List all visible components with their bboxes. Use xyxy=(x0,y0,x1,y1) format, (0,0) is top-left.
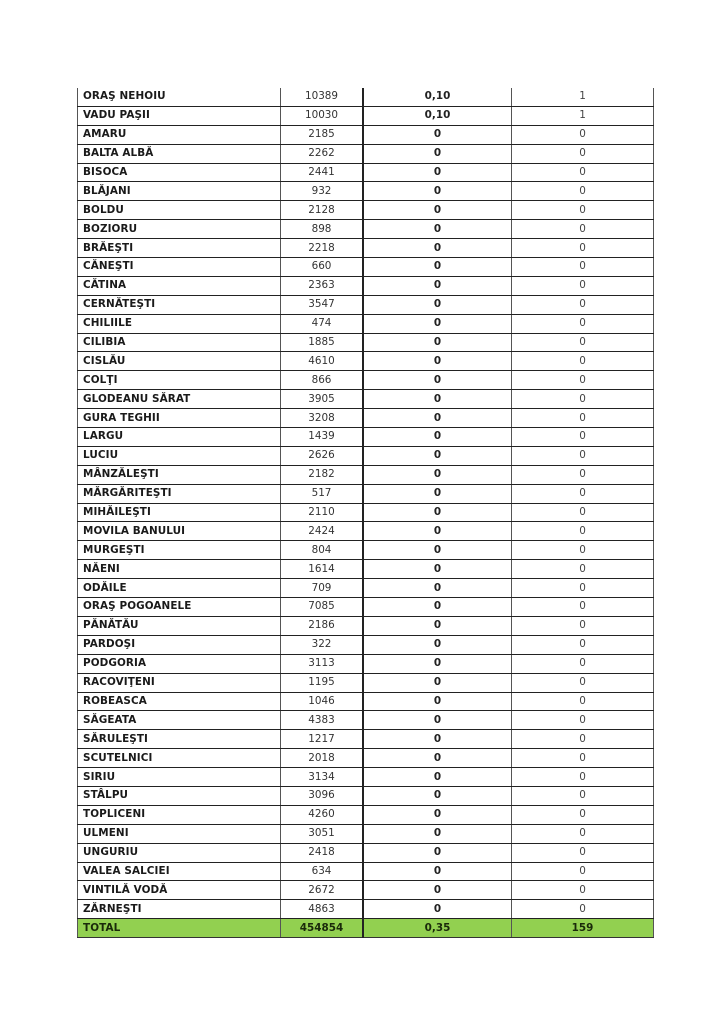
cases-cell: 0 xyxy=(512,654,654,673)
incidence-rate-cell: 0 xyxy=(363,541,512,560)
population-cell: 932 xyxy=(281,182,364,201)
incidence-rate-cell: 0 xyxy=(363,560,512,579)
population-cell: 322 xyxy=(281,635,364,654)
locality-name-cell: CISLĂU xyxy=(78,352,281,371)
incidence-rate-cell: 0 xyxy=(363,824,512,843)
population-cell: 709 xyxy=(281,579,364,598)
cases-cell: 0 xyxy=(512,409,654,428)
population-cell: 2363 xyxy=(281,276,364,295)
incidence-rate-cell: 0 xyxy=(363,616,512,635)
table-row xyxy=(78,314,654,333)
locality-name-cell: TOPLICENI xyxy=(78,805,281,824)
table-row xyxy=(78,333,654,352)
incidence-rate-cell: 0 xyxy=(363,484,512,503)
incidence-rate-cell: 0 xyxy=(363,276,512,295)
table-row xyxy=(78,522,654,541)
incidence-rate-cell: 0 xyxy=(363,446,512,465)
incidence-rate-cell: 0 xyxy=(363,144,512,163)
locality-name-cell: ULMENI xyxy=(78,824,281,843)
population-cell: 3547 xyxy=(281,295,364,314)
incidence-rate-cell: 0 xyxy=(363,654,512,673)
locality-name-cell: SIRIU xyxy=(78,768,281,787)
cases-cell: 0 xyxy=(512,144,654,163)
table-row xyxy=(78,805,654,824)
population-cell: 3134 xyxy=(281,768,364,787)
locality-name-cell: ROBEASCA xyxy=(78,692,281,711)
cases-cell: 0 xyxy=(512,749,654,768)
population-cell: 2626 xyxy=(281,446,364,465)
locality-name-cell: NĂENI xyxy=(78,560,281,579)
incidence-rate-cell: 0 xyxy=(363,843,512,862)
population-cell: 1217 xyxy=(281,730,364,749)
incidence-rate-cell: 0 xyxy=(363,333,512,352)
cases-cell: 0 xyxy=(512,428,654,447)
locality-name-cell: VINTILĂ VODĂ xyxy=(78,881,281,900)
locality-name-cell: MOVILA BANULUI xyxy=(78,522,281,541)
table-row xyxy=(78,276,654,295)
population-cell: 898 xyxy=(281,220,364,239)
table-row xyxy=(78,239,654,258)
table-row xyxy=(78,711,654,730)
population-cell: 4383 xyxy=(281,711,364,730)
locality-name-cell: CHILIILE xyxy=(78,314,281,333)
incidence-rate-cell: 0 xyxy=(363,692,512,711)
locality-name-cell: VADU PAŞII xyxy=(78,106,281,125)
total-incidence-rate-cell: 0,35 xyxy=(363,919,512,938)
table-row xyxy=(78,106,654,125)
locality-name-cell: BOZIORU xyxy=(78,220,281,239)
population-cell: 2186 xyxy=(281,616,364,635)
cases-cell: 0 xyxy=(512,276,654,295)
cases-cell: 0 xyxy=(512,862,654,881)
population-cell: 2262 xyxy=(281,144,364,163)
table-row xyxy=(78,730,654,749)
locality-name-cell: PĂNĂTĂU xyxy=(78,616,281,635)
locality-name-cell: SĂRULEŞTI xyxy=(78,730,281,749)
locality-name-cell: ODĂILE xyxy=(78,579,281,598)
table-row xyxy=(78,201,654,220)
cases-cell: 0 xyxy=(512,900,654,919)
population-cell: 10389 xyxy=(281,88,364,106)
locality-name-cell: LARGU xyxy=(78,428,281,447)
cases-cell: 0 xyxy=(512,560,654,579)
locality-name-cell: MURGEŞTI xyxy=(78,541,281,560)
locality-name-cell: AMARU xyxy=(78,125,281,144)
incidence-rate-cell: 0 xyxy=(363,239,512,258)
cases-cell: 0 xyxy=(512,730,654,749)
incidence-rate-cell: 0 xyxy=(363,428,512,447)
table-row xyxy=(78,843,654,862)
population-cell: 2182 xyxy=(281,465,364,484)
incidence-rate-cell: 0 xyxy=(363,163,512,182)
table-row xyxy=(78,182,654,201)
total-cases-cell: 159 xyxy=(512,919,654,938)
population-cell: 4260 xyxy=(281,805,364,824)
incidence-rate-cell: 0 xyxy=(363,881,512,900)
locality-cases-table xyxy=(77,88,654,938)
incidence-rate-cell: 0 xyxy=(363,579,512,598)
locality-name-cell: SĂGEATA xyxy=(78,711,281,730)
incidence-rate-cell: 0 xyxy=(363,465,512,484)
cases-cell: 0 xyxy=(512,635,654,654)
population-cell: 2110 xyxy=(281,503,364,522)
locality-name-cell: BISOCA xyxy=(78,163,281,182)
incidence-rate-cell: 0 xyxy=(363,749,512,768)
cases-cell: 1 xyxy=(512,88,654,106)
population-cell: 2418 xyxy=(281,843,364,862)
cases-cell: 0 xyxy=(512,352,654,371)
locality-name-cell: GLODEANU SĂRAT xyxy=(78,390,281,409)
table-row xyxy=(78,881,654,900)
table-row xyxy=(78,258,654,277)
incidence-rate-cell: 0 xyxy=(363,409,512,428)
population-cell: 2018 xyxy=(281,749,364,768)
cases-cell: 0 xyxy=(512,824,654,843)
locality-name-cell: LUCIU xyxy=(78,446,281,465)
locality-name-cell: GURA TEGHII xyxy=(78,409,281,428)
cases-cell: 0 xyxy=(512,503,654,522)
incidence-rate-cell: 0 xyxy=(363,805,512,824)
cases-cell: 0 xyxy=(512,446,654,465)
cases-cell: 0 xyxy=(512,692,654,711)
table-row xyxy=(78,673,654,692)
table-row xyxy=(78,560,654,579)
population-cell: 2672 xyxy=(281,881,364,900)
cases-cell: 0 xyxy=(512,768,654,787)
table-row xyxy=(78,862,654,881)
incidence-rate-cell: 0 xyxy=(363,711,512,730)
cases-cell: 0 xyxy=(512,390,654,409)
locality-name-cell: ORAŞ NEHOIU xyxy=(78,88,281,106)
table-row xyxy=(78,635,654,654)
population-cell: 804 xyxy=(281,541,364,560)
table-row xyxy=(78,88,654,106)
incidence-rate-cell: 0 xyxy=(363,258,512,277)
table-row xyxy=(78,465,654,484)
locality-name-cell: SCUTELNICI xyxy=(78,749,281,768)
population-cell: 2128 xyxy=(281,201,364,220)
cases-cell: 0 xyxy=(512,182,654,201)
cases-cell: 0 xyxy=(512,314,654,333)
table-row xyxy=(78,484,654,503)
table-row xyxy=(78,428,654,447)
population-cell: 866 xyxy=(281,371,364,390)
cases-cell: 0 xyxy=(512,711,654,730)
locality-name-cell: VALEA SALCIEI xyxy=(78,862,281,881)
incidence-rate-cell: 0 xyxy=(363,635,512,654)
locality-name-cell: CERNĂTEŞTI xyxy=(78,295,281,314)
cases-cell: 0 xyxy=(512,522,654,541)
table-row xyxy=(78,900,654,919)
population-cell: 634 xyxy=(281,862,364,881)
cases-cell: 0 xyxy=(512,598,654,617)
locality-name-cell: BOLDU xyxy=(78,201,281,220)
cases-cell: 0 xyxy=(512,258,654,277)
population-cell: 1614 xyxy=(281,560,364,579)
locality-name-cell: MĂRGĂRITEŞTI xyxy=(78,484,281,503)
population-cell: 2218 xyxy=(281,239,364,258)
table-row xyxy=(78,446,654,465)
incidence-rate-cell: 0 xyxy=(363,314,512,333)
incidence-rate-cell: 0 xyxy=(363,598,512,617)
locality-name-cell: BRĂEŞTI xyxy=(78,239,281,258)
population-cell: 660 xyxy=(281,258,364,277)
population-cell: 3096 xyxy=(281,786,364,805)
population-cell: 1046 xyxy=(281,692,364,711)
cases-cell: 0 xyxy=(512,579,654,598)
population-cell: 2441 xyxy=(281,163,364,182)
cases-cell: 0 xyxy=(512,616,654,635)
incidence-rate-cell: 0 xyxy=(363,125,512,144)
table-row xyxy=(78,598,654,617)
population-cell: 3051 xyxy=(281,824,364,843)
incidence-rate-cell: 0 xyxy=(363,522,512,541)
population-cell: 1885 xyxy=(281,333,364,352)
cases-cell: 0 xyxy=(512,843,654,862)
incidence-rate-cell: 0 xyxy=(363,201,512,220)
incidence-rate-cell: 0 xyxy=(363,900,512,919)
cases-cell: 0 xyxy=(512,465,654,484)
table-row xyxy=(78,654,654,673)
table-row xyxy=(78,163,654,182)
locality-name-cell: BALTA ALBĂ xyxy=(78,144,281,163)
table-row xyxy=(78,125,654,144)
table-row xyxy=(78,616,654,635)
cases-cell: 1 xyxy=(512,106,654,125)
locality-name-cell: ORAŞ POGOANELE xyxy=(78,598,281,617)
incidence-rate-cell: 0 xyxy=(363,730,512,749)
table-row xyxy=(78,390,654,409)
cases-cell: 0 xyxy=(512,239,654,258)
cases-cell: 0 xyxy=(512,163,654,182)
population-cell: 4863 xyxy=(281,900,364,919)
table-row xyxy=(78,786,654,805)
incidence-rate-cell: 0 xyxy=(363,220,512,239)
incidence-rate-cell: 0 xyxy=(363,390,512,409)
population-cell: 3113 xyxy=(281,654,364,673)
locality-name-cell: UNGURIU xyxy=(78,843,281,862)
table-row xyxy=(78,579,654,598)
table-row xyxy=(78,371,654,390)
locality-name-cell: PODGORIA xyxy=(78,654,281,673)
population-cell: 10030 xyxy=(281,106,364,125)
population-cell: 4610 xyxy=(281,352,364,371)
population-cell: 1439 xyxy=(281,428,364,447)
incidence-rate-cell: 0 xyxy=(363,352,512,371)
table-row xyxy=(78,144,654,163)
locality-name-cell: PARDOŞI xyxy=(78,635,281,654)
incidence-rate-cell: 0 xyxy=(363,862,512,881)
locality-name-cell: BLĂJANI xyxy=(78,182,281,201)
population-cell: 517 xyxy=(281,484,364,503)
locality-name-cell: ZĂRNEŞTI xyxy=(78,900,281,919)
locality-name-cell: CILIBIA xyxy=(78,333,281,352)
locality-name-cell: MIHĂILEŞTI xyxy=(78,503,281,522)
population-cell: 474 xyxy=(281,314,364,333)
population-cell: 3208 xyxy=(281,409,364,428)
table-row xyxy=(78,220,654,239)
table-row xyxy=(78,692,654,711)
total-locality-name-cell: TOTAL xyxy=(78,919,281,938)
incidence-rate-cell: 0 xyxy=(363,503,512,522)
table-body xyxy=(78,88,654,938)
table-row xyxy=(78,352,654,371)
population-cell: 7085 xyxy=(281,598,364,617)
cases-cell: 0 xyxy=(512,295,654,314)
incidence-rate-cell: 0 xyxy=(363,295,512,314)
locality-name-cell: CĂTINA xyxy=(78,276,281,295)
incidence-rate-cell: 0 xyxy=(363,673,512,692)
locality-name-cell: CĂNEŞTI xyxy=(78,258,281,277)
cases-cell: 0 xyxy=(512,333,654,352)
table-row xyxy=(78,503,654,522)
incidence-rate-cell: 0 xyxy=(363,786,512,805)
total-row xyxy=(78,919,654,938)
incidence-rate-cell: 0 xyxy=(363,768,512,787)
locality-name-cell: RACOVIŢENI xyxy=(78,673,281,692)
population-cell: 2185 xyxy=(281,125,364,144)
table-row xyxy=(78,409,654,428)
cases-cell: 0 xyxy=(512,371,654,390)
table-row xyxy=(78,749,654,768)
incidence-rate-cell: 0,10 xyxy=(363,106,512,125)
table-row xyxy=(78,824,654,843)
cases-cell: 0 xyxy=(512,201,654,220)
population-cell: 1195 xyxy=(281,673,364,692)
incidence-rate-cell: 0,10 xyxy=(363,88,512,106)
table-row xyxy=(78,295,654,314)
table-row xyxy=(78,768,654,787)
cases-cell: 0 xyxy=(512,220,654,239)
locality-name-cell: STÂLPU xyxy=(78,786,281,805)
locality-name-cell: MÂNZĂLEŞTI xyxy=(78,465,281,484)
population-cell: 2424 xyxy=(281,522,364,541)
cases-cell: 0 xyxy=(512,786,654,805)
population-cell: 3905 xyxy=(281,390,364,409)
cases-cell: 0 xyxy=(512,125,654,144)
incidence-rate-cell: 0 xyxy=(363,182,512,201)
locality-name-cell: COLŢI xyxy=(78,371,281,390)
cases-cell: 0 xyxy=(512,805,654,824)
incidence-rate-cell: 0 xyxy=(363,371,512,390)
cases-cell: 0 xyxy=(512,484,654,503)
total-population-cell: 454854 xyxy=(281,919,364,938)
cases-cell: 0 xyxy=(512,881,654,900)
cases-cell: 0 xyxy=(512,541,654,560)
cases-cell: 0 xyxy=(512,673,654,692)
table-row xyxy=(78,541,654,560)
